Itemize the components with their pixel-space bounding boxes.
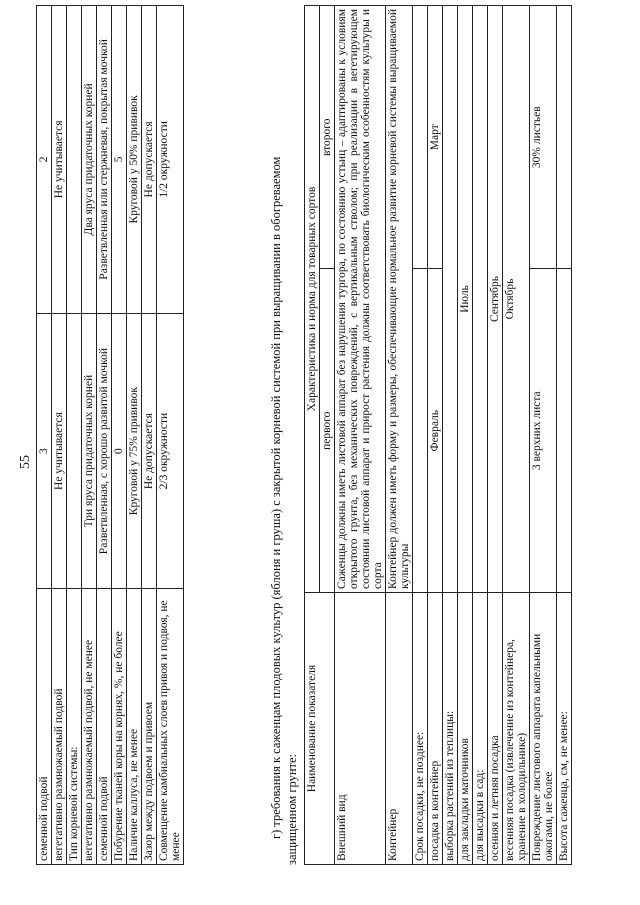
row-label: Высота саженца, см, не менее: [557, 593, 572, 865]
table-row [428, 6, 443, 865]
table-row [82, 6, 97, 865]
row-value [443, 6, 458, 593]
row-value-col2: Не допускается [142, 6, 157, 314]
table-row [473, 6, 488, 865]
row-value-col2 [67, 6, 82, 314]
row-label: Контейнер [386, 593, 413, 865]
row-label: Наличие каллуса, не менее [127, 589, 142, 865]
table-row [503, 6, 530, 865]
row-label: весенняя посадка (извлечение из контейнера, хранение в холодильнике) [503, 593, 530, 865]
row-label: для закладки маточников [458, 593, 473, 865]
table-row [67, 6, 82, 865]
row-value-col2: 1/2 окружности [157, 6, 184, 314]
table-row [488, 6, 503, 865]
row-label: вегетативно размножаемый подвой [52, 589, 67, 865]
row-value-first: Февраль [428, 269, 443, 593]
table-row [335, 6, 386, 865]
row-label: для высадки в сад: [473, 593, 488, 865]
row-value: Июль [458, 6, 473, 593]
quality-table-continued [36, 5, 184, 865]
section-caption [268, 5, 300, 865]
row-label: вегетативно размножаемый подвой, не менее [82, 589, 97, 865]
row-value-col3: 2/3 окружности [157, 313, 184, 589]
row-value-col2: Два яруса придаточных корней [82, 6, 97, 314]
row-label: посадка в контейнер [428, 593, 443, 865]
table-row [112, 6, 127, 865]
row-value: Октябрь [503, 6, 530, 593]
container-seedlings-table [304, 5, 572, 865]
row-value-col3: Не учитывается [52, 313, 67, 589]
table-row [52, 6, 67, 865]
empty-cell [557, 6, 572, 269]
empty-cell [413, 269, 428, 593]
row-value-first: 3 верхних листа [530, 269, 557, 593]
row-label: семенной подвой [37, 589, 52, 865]
table-row [37, 6, 52, 865]
row-value: Сентябрь [488, 6, 503, 593]
row-value-col3: Круговой у 75% прививок [127, 313, 142, 589]
row-value-col2: 2 [37, 6, 52, 314]
row-value: Саженцы должны иметь листовой аппарат без нарушения тургора, по состоянию устьиц – адаптированы к условиям открытого грунта, без механических повреждений, с вертикальным стволом; при реализации в вегетирующем состоянии листовой аппарат и прирост растения должны соответствовать биологическим особенностям культуры и сорта [335, 6, 386, 593]
row-value-col2: Разветвленная или стержневая, покрытая мочкой [97, 6, 112, 314]
table-row [142, 6, 157, 865]
caption-line-1: г) требования к саженцам плодовых культур (яблоня и груша) с закрытой корневой системой при выращивании в обогреваемом [269, 156, 283, 839]
table-row [557, 6, 572, 865]
empty-cell [557, 269, 572, 593]
row-value [473, 6, 488, 593]
row-label: Зазор между подвоем и привоем [142, 589, 157, 865]
page-number: 55 [18, 455, 33, 469]
row-value-col2: 5 [112, 6, 127, 314]
row-value-col3: Три яруса придаточных корней [82, 313, 97, 589]
row-label: Повреждение листового аппарата капельными ожогами, не более [530, 593, 557, 865]
table-row [386, 6, 413, 865]
row-value-second: 30% листьев [530, 6, 557, 269]
table-row [443, 6, 458, 865]
header-second-grade: второго [320, 6, 335, 269]
row-value-col3: 3 [37, 313, 52, 589]
table-row [530, 6, 557, 865]
table-row [97, 6, 112, 865]
row-value-col3: Не допускается [142, 313, 157, 589]
empty-cell [413, 6, 428, 269]
row-value-col3 [67, 313, 82, 589]
row-label: выборка растений из теплицы: [443, 593, 458, 865]
row-value-col3: 0 [112, 313, 127, 589]
row-value: Контейнер должен иметь форму и размеры, обеспечивающие нормальное развитие корневой системы выращиваемой культуры [386, 6, 413, 593]
row-value-second: Март [428, 6, 443, 269]
row-label: Побурение тканей коры на корнях, %, не более [112, 589, 127, 865]
row-value-col2: Не учитывается [52, 6, 67, 314]
table-header-row [305, 6, 320, 865]
table-row [127, 6, 142, 865]
table-row [157, 6, 184, 865]
row-label: Внешний вид [335, 593, 386, 865]
row-label: осенняя и летняя посадка [488, 593, 503, 865]
row-value-col3: Разветвленная, с хорошо развитой мочкой [97, 313, 112, 589]
row-label: Срок посадки, не позднее: [413, 593, 428, 865]
table-row [413, 6, 428, 865]
header-indicator: Наименование показателя [305, 593, 335, 865]
header-first-grade: первого [320, 269, 335, 593]
row-label: семенной подвой [97, 589, 112, 865]
row-label: Совмещение камбиальных слоев привоя и подвоя, не менее [157, 589, 184, 865]
row-label: Тип корневой системы: [67, 589, 82, 865]
row-value-col2: Круговой у 50% прививок [127, 6, 142, 314]
quality-table-body [37, 6, 184, 865]
caption-line-2: защищенном грунте: [285, 753, 299, 865]
table-row [458, 6, 473, 865]
header-group: Характеристика и норма для товарных сортов [305, 6, 320, 593]
